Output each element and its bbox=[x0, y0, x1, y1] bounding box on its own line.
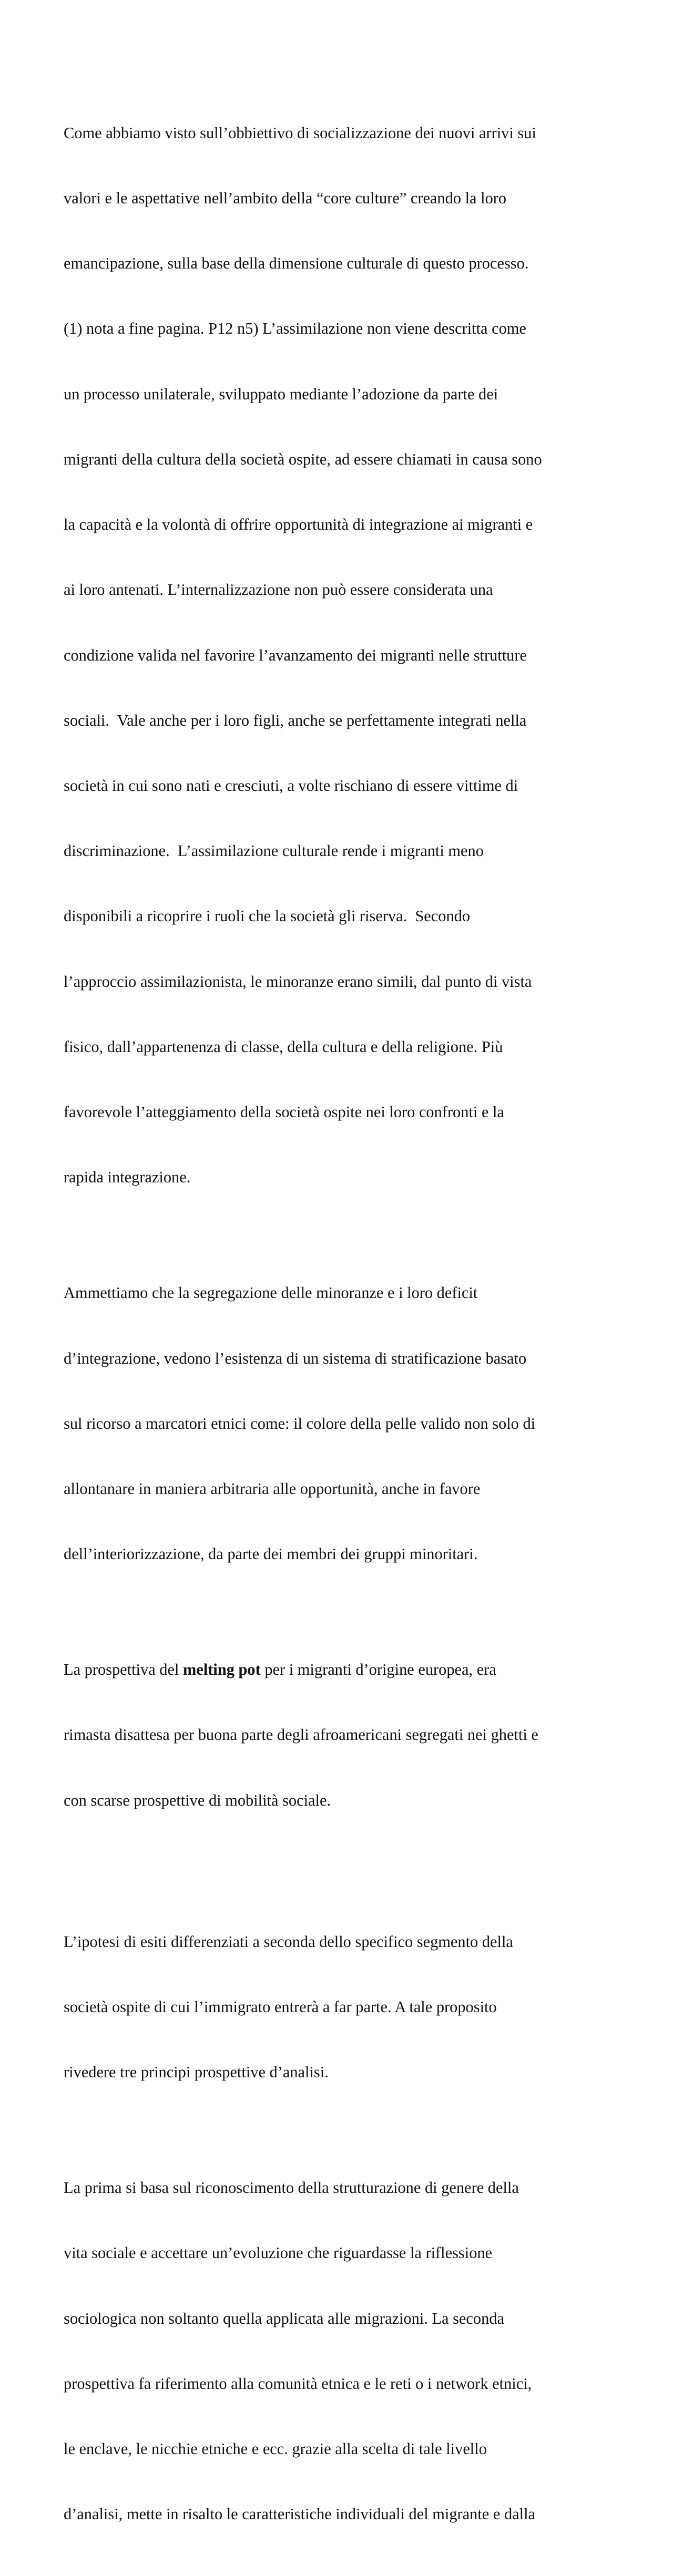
text-line: società ospite di cui l’immigrato entrerà a far parte. A tale proposito bbox=[64, 1997, 497, 2016]
text-line: fisico, dall’appartenenza di classe, della cultura e della religione. Più bbox=[64, 1037, 503, 1056]
paragraph-5 bbox=[64, 2134, 613, 2569]
paragraph-4 bbox=[64, 1888, 613, 2127]
bold-term: melting pot bbox=[183, 1661, 261, 1679]
text-line: La prima si basa sul riconoscimento della strutturazione di genere della bbox=[64, 2179, 519, 2197]
text-line: discriminazione. L’assimilazione culturale rende i migranti meno bbox=[64, 842, 484, 860]
text-line: dell’interiorizzazione, da parte dei membri dei gruppi minoritari. bbox=[64, 1545, 478, 1563]
text-line: sociologica non soltanto quella applicata alle migrazioni. La seconda bbox=[64, 2309, 504, 2327]
text-line: d’integrazione, vedono l’esistenza di un sistema di stratificazione basato bbox=[64, 1349, 527, 1367]
text-run: per i migranti d’origine europea, era bbox=[260, 1661, 496, 1679]
text-line: sociali. Vale anche per i loro figli, anche se perfettamente integrati nella bbox=[64, 711, 527, 729]
text-line: valori e le aspettative nell’ambito della “core culture” creando la loro bbox=[64, 189, 507, 208]
text-line: rimasta disattesa per buona parte degli afroamericani segregati nei ghetti e bbox=[64, 1726, 538, 1744]
text-run: La prospettiva del bbox=[64, 1661, 183, 1679]
blank-line bbox=[64, 1862, 613, 1888]
text-line: favorevole l’atteggiamento della società ospite nei loro confronti e la bbox=[64, 1103, 504, 1121]
text-line: L’ipotesi di esiti differenziati a seconda dello specifico segmento della bbox=[64, 1932, 513, 1951]
text-line: allontanare in maniera arbitraria alle opportunità, anche in favore bbox=[64, 1480, 481, 1498]
text-line: condizione valida nel favorire l’avanzamento dei migranti nelle strutture bbox=[64, 646, 527, 664]
text-line: rapida integrazione. bbox=[64, 1168, 191, 1187]
paragraph-3 bbox=[64, 1615, 613, 1854]
text-line: un processo unilaterale, sviluppato mediante l’adozione da parte dei bbox=[64, 385, 498, 403]
text-line: disponibili a ricoprire i ruoli che la società gli riserva. Secondo bbox=[64, 907, 471, 925]
document-body bbox=[64, 79, 613, 2576]
paragraph-2 bbox=[64, 1239, 613, 1609]
paragraph-1 bbox=[64, 79, 613, 1232]
text-line: rivedere tre principi prospettive d’analisi. bbox=[64, 2063, 329, 2082]
text-line: Come abbiamo visto sull’obbiettivo di socializzazione dei nuovi arrivi sui bbox=[64, 123, 536, 142]
text-line: migranti della cultura della società ospite, ad essere chiamati in causa sono bbox=[64, 450, 542, 468]
text-line: emancipazione, sulla base della dimensione culturale di questo processo. bbox=[64, 254, 529, 273]
text-line: prospettiva fa riferimento alla comunità etnica e le reti o i network etnici, bbox=[64, 2374, 532, 2393]
text-line: d’analisi, mette in risalto le caratteristiche individuali del migrante e dalla bbox=[64, 2505, 536, 2523]
text-line: ai loro antenati. L’internalizzazione non può essere considerata una bbox=[64, 581, 493, 599]
text-line: la capacità e la volontà di offrire opportunità di integrazione ai migranti e bbox=[64, 516, 533, 534]
text-line: vita sociale e accettare un’evoluzione che riguardasse la riflessione bbox=[64, 2244, 493, 2262]
text-line bbox=[64, 1659, 613, 1681]
text-line: le enclave, le nicchie etniche e ecc. grazie alla scelta di tale livello bbox=[64, 2440, 487, 2458]
text-line: l’approccio assimilazionista, le minoranze erano simili, dal punto di vista bbox=[64, 972, 532, 991]
text-line: Ammettiamo che la segregazione delle minoranze e i loro deficit bbox=[64, 1284, 478, 1302]
text-line: società in cui sono nati e cresciuti, a volte rischiano di essere vittime di bbox=[64, 777, 518, 795]
text-line: con scarse prospettive di mobilità sociale. bbox=[64, 1791, 331, 1809]
text-line: sul ricorso a marcatori etnici come: il colore della pelle valido non solo di bbox=[64, 1414, 536, 1433]
text-line: (1) nota a fine pagina. P12 n5) L’assimilazione non viene descritta come bbox=[64, 320, 526, 338]
